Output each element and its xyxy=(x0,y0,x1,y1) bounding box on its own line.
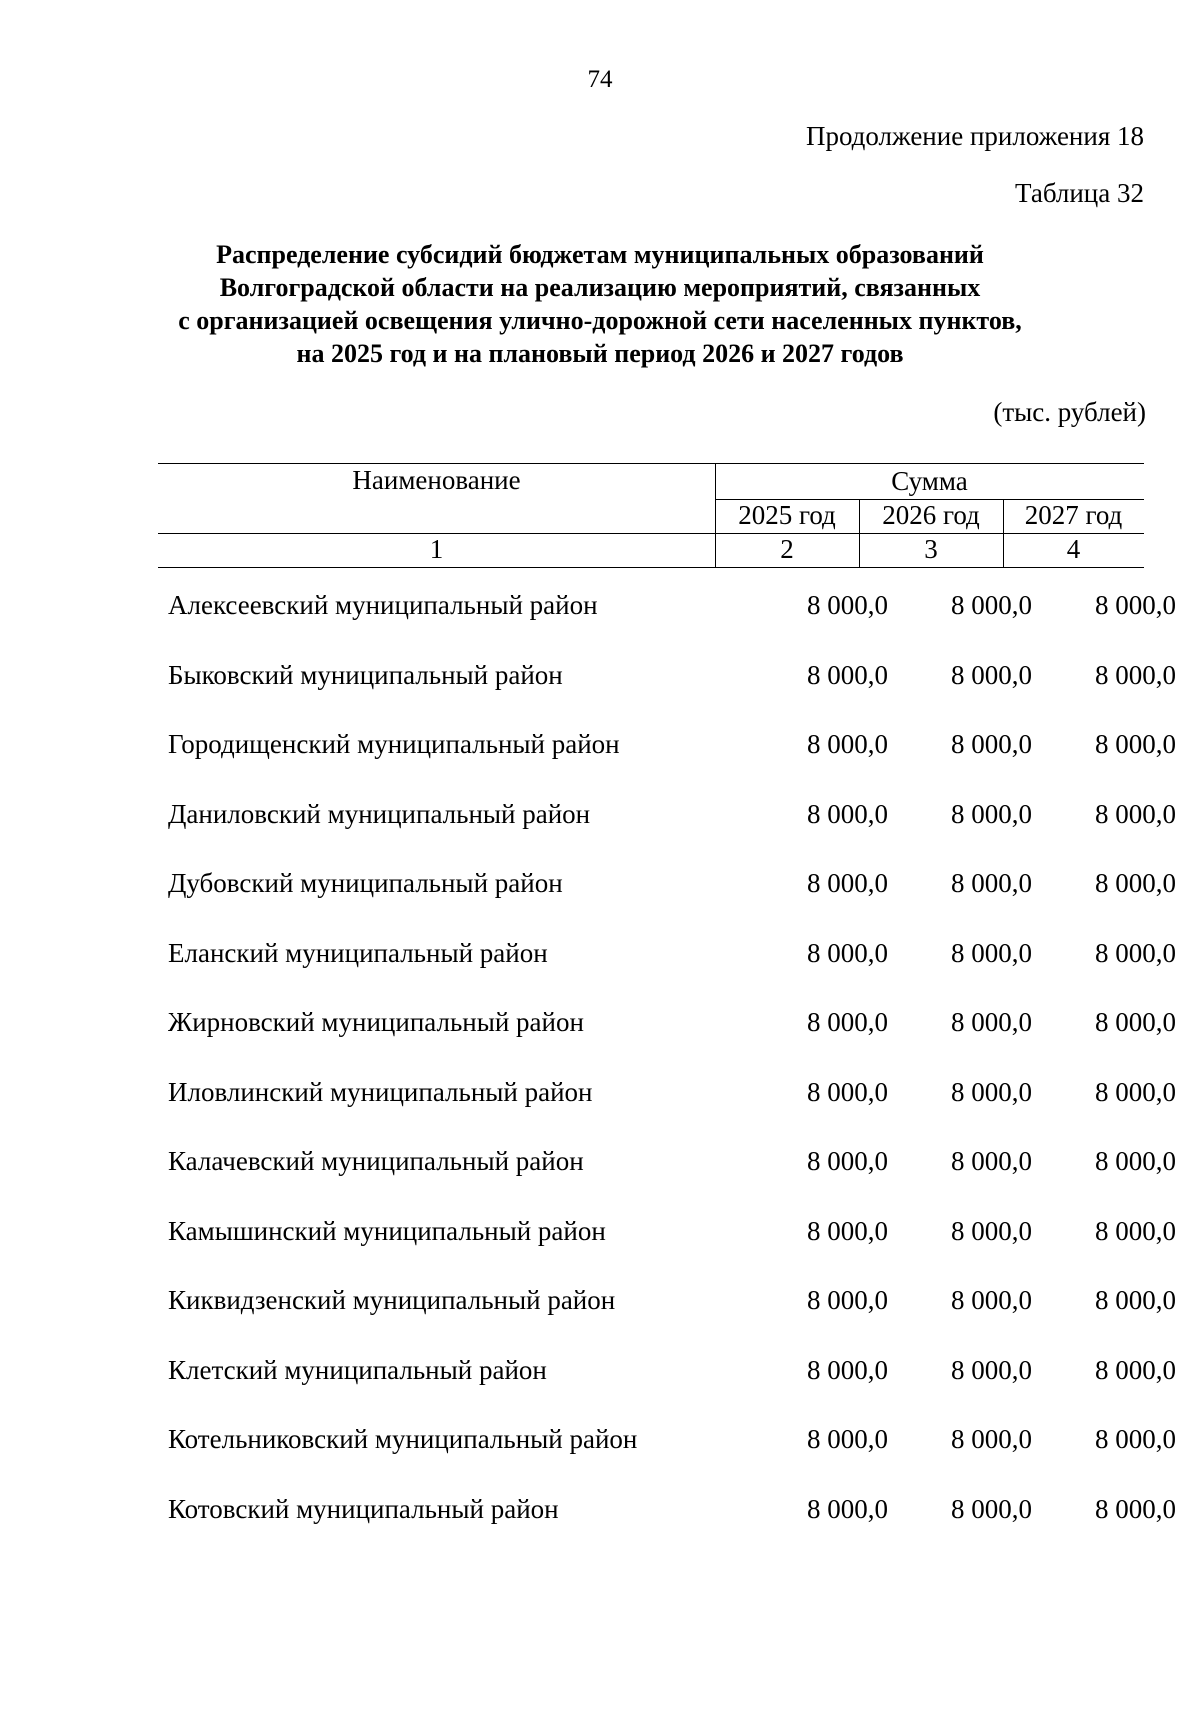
row-name: Алексеевский муниципальный район xyxy=(168,590,598,620)
column-number-3: 3 xyxy=(924,534,938,564)
row-value-1: 8 000,0 xyxy=(807,1007,888,1037)
title-line: Волгоградской области на реализацию мероприятий, связанных xyxy=(219,273,981,302)
row-value-3: 8 000,0 xyxy=(1095,1493,1176,1524)
page-number: 74 xyxy=(587,66,613,93)
table-row xyxy=(168,937,1176,1008)
row-value-3: 8 000,0 xyxy=(1095,1215,1176,1246)
row-value-3: 8 000,0 xyxy=(1095,798,1176,829)
header-year-2027: 2027 год xyxy=(1024,500,1123,530)
row-value-2: 8 000,0 xyxy=(951,1007,1032,1037)
table-body xyxy=(168,590,1176,1563)
row-name: Камышинский муниципальный район xyxy=(168,1215,606,1246)
row-value-1: 8 000,0 xyxy=(807,1354,888,1385)
table-row xyxy=(168,1493,1176,1564)
row-value-1: 8 000,0 xyxy=(807,1215,888,1246)
row-value-3: 8 000,0 xyxy=(1095,1354,1176,1385)
row-name: Котельниковский муниципальный район xyxy=(168,1424,638,1454)
table-row xyxy=(168,659,1176,730)
row-name: Еланский муниципальный район xyxy=(168,937,548,968)
row-value-2: 8 000,0 xyxy=(951,1076,1032,1107)
column-number-2: 2 xyxy=(780,534,794,564)
row-value-1: 8 000,0 xyxy=(807,590,888,620)
table-row xyxy=(168,1007,1176,1077)
row-name: Дубовский муниципальный район xyxy=(168,868,563,898)
table-row xyxy=(168,1076,1176,1147)
row-name: Котовский муниципальный район xyxy=(168,1493,559,1524)
row-name: Городищенский муниципальный район xyxy=(168,729,620,759)
title-line: Распределение субсидий бюджетам муниципальных образований xyxy=(216,240,984,269)
table-header xyxy=(158,463,1144,567)
row-name: Иловлинский муниципальный район xyxy=(168,1076,593,1107)
header-sum: Сумма xyxy=(891,466,968,496)
row-value-3: 8 000,0 xyxy=(1095,937,1176,968)
row-value-1: 8 000,0 xyxy=(807,1424,888,1454)
row-value-3: 8 000,0 xyxy=(1095,659,1176,690)
row-value-2: 8 000,0 xyxy=(951,937,1032,968)
row-value-1: 8 000,0 xyxy=(807,868,888,898)
header-year-2026: 2026 год xyxy=(882,500,980,530)
column-number-1: 1 xyxy=(429,534,444,564)
row-name: Клетский муниципальный район xyxy=(168,1354,547,1385)
table-row xyxy=(168,1424,1176,1494)
column-number-4: 4 xyxy=(1066,534,1081,564)
table-row xyxy=(168,1354,1176,1425)
row-value-2: 8 000,0 xyxy=(951,1146,1032,1176)
row-name: Быковский муниципальный район xyxy=(168,659,563,690)
row-value-2: 8 000,0 xyxy=(951,1285,1032,1315)
header-top-rule xyxy=(158,463,1144,464)
row-value-2: 8 000,0 xyxy=(951,1493,1032,1524)
row-value-1: 8 000,0 xyxy=(807,937,888,968)
row-value-2: 8 000,0 xyxy=(951,1354,1032,1385)
row-name: Калачевский муниципальный район xyxy=(168,1146,584,1176)
row-value-3: 8 000,0 xyxy=(1095,1007,1176,1037)
table-row xyxy=(168,1285,1176,1355)
document-title xyxy=(100,238,1100,370)
title-line: на 2025 год и на плановый период 2026 и 2027 годов xyxy=(296,339,904,368)
row-value-1: 8 000,0 xyxy=(807,1076,888,1107)
row-value-2: 8 000,0 xyxy=(951,1215,1032,1246)
row-value-3: 8 000,0 xyxy=(1095,1076,1176,1107)
table-row xyxy=(168,729,1176,799)
row-value-2: 8 000,0 xyxy=(951,729,1032,759)
row-value-1: 8 000,0 xyxy=(807,659,888,690)
row-value-1: 8 000,0 xyxy=(807,1146,888,1176)
header-name: Наименование xyxy=(352,465,521,495)
row-value-2: 8 000,0 xyxy=(951,1424,1032,1454)
row-value-3: 8 000,0 xyxy=(1095,1146,1176,1176)
row-value-2: 8 000,0 xyxy=(951,868,1032,898)
row-value-3: 8 000,0 xyxy=(1095,868,1176,898)
header-year-2025: 2025 год xyxy=(738,500,836,530)
table-row xyxy=(168,798,1176,869)
table-row xyxy=(168,1215,1176,1286)
row-name: Жирновский муниципальный район xyxy=(168,1007,584,1037)
row-value-3: 8 000,0 xyxy=(1095,590,1176,620)
table-row xyxy=(168,590,1176,660)
row-name: Киквидзенский муниципальный район xyxy=(168,1285,616,1315)
row-value-1: 8 000,0 xyxy=(807,729,888,759)
row-value-1: 8 000,0 xyxy=(807,798,888,829)
table-label: Таблица 32 xyxy=(1015,178,1144,208)
row-value-2: 8 000,0 xyxy=(951,659,1032,690)
row-value-1: 8 000,0 xyxy=(807,1285,888,1315)
appendix-label: Продолжение приложения 18 xyxy=(805,121,1144,151)
row-name: Даниловский муниципальный район xyxy=(168,798,591,829)
row-value-2: 8 000,0 xyxy=(951,798,1032,829)
header-bottom-rule xyxy=(158,567,1144,568)
row-value-2: 8 000,0 xyxy=(951,590,1032,620)
row-value-3: 8 000,0 xyxy=(1095,1424,1176,1454)
row-value-3: 8 000,0 xyxy=(1095,1285,1176,1315)
row-value-1: 8 000,0 xyxy=(807,1493,888,1524)
table-row xyxy=(168,868,1176,938)
row-value-3: 8 000,0 xyxy=(1095,729,1176,759)
table-row xyxy=(168,1146,1176,1216)
units-label: (тыс. рублей) xyxy=(993,397,1146,427)
title-line: с организацией освещения улично-дорожной сети населенных пунктов, xyxy=(178,306,1022,335)
